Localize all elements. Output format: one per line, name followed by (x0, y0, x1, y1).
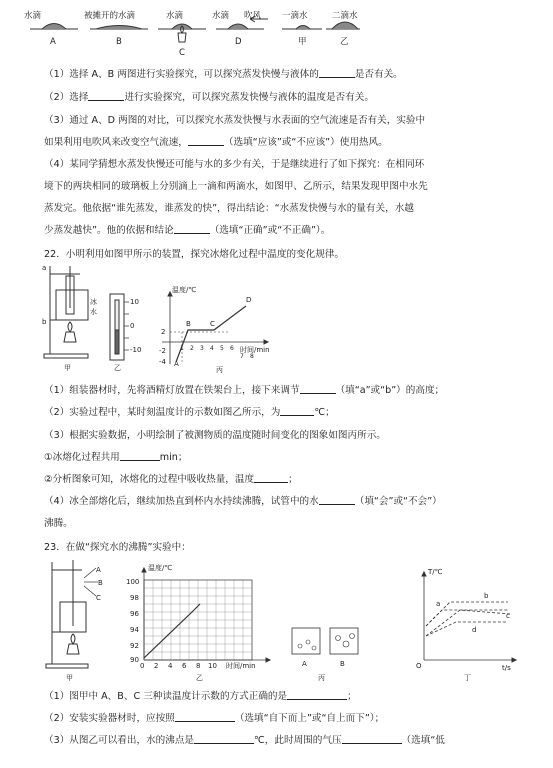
letter-d: D (235, 37, 242, 47)
therm-10: 10 (130, 298, 139, 306)
label-two-drops: 二滴水 (332, 11, 358, 21)
xtick-6: 6 (182, 662, 187, 670)
beaker-a: A (302, 660, 307, 668)
q22-item-4: （4）冰全部熔化后，继续加热直到杯内水持续沸腾，试管中的水 （填“会”或“不会”） (44, 496, 442, 507)
ytick-90: 90 (130, 656, 139, 664)
q22-item-4-cont: 沸腾。 (44, 518, 73, 529)
q23-item-1: （1）图甲中 A、B、C 三种读温度计示数的方式正确的是 ； (44, 691, 357, 702)
label-water-drop-d: 水滴 (212, 11, 230, 21)
q23-item-2: （2）安装实验器材时，应按照 （选填“自下而上”或“自上而下”）； (44, 713, 385, 724)
xtick-1: 1 (180, 345, 184, 352)
xtick-5: 5 (220, 345, 224, 352)
ytick-96: 96 (130, 610, 139, 618)
boiling-figure (40, 556, 520, 684)
therm-minus10: -10 (130, 346, 142, 354)
ylabel-T: T/℃ (428, 568, 443, 576)
label-water-drop-c: 水滴 (166, 11, 184, 21)
xtick-6: 6 (230, 345, 234, 352)
reading-b: B (98, 579, 103, 587)
letter-yi: 乙 (340, 37, 349, 47)
therm-0: 0 (130, 322, 135, 330)
xtick-2: 2 (190, 345, 194, 352)
curve-b: b (484, 592, 489, 600)
q21-item-3: （3）通过 A、D 两图的对比，可以探究水蒸发快慢与水表面的空气流速是否有关，实验中 (44, 115, 426, 126)
curve-c: c (506, 612, 510, 620)
letter-a: A (50, 37, 56, 47)
fig-bing: 丙 (318, 674, 325, 682)
ylabel-temp: 温度/℃ (172, 286, 197, 294)
q21-item-2: （2）选择 进行实验探究，可以探究蒸发快慢与液体的温度是否有关。 (44, 92, 374, 103)
xtick-8: 8 (250, 353, 254, 360)
ytick-94: 94 (130, 626, 139, 634)
origin-o: O (416, 662, 422, 670)
fig-yi: 乙 (114, 364, 121, 372)
label-a: a (42, 264, 47, 272)
q22-item-3-2: ②分析图象可知，冰熔化的过程中吸收热量，温度 ； (44, 474, 298, 485)
point-b: B (186, 320, 191, 328)
xtick-3: 3 (200, 345, 204, 352)
point-d: D (246, 296, 252, 304)
fig-ding: 丁 (464, 674, 471, 682)
label-one-drop: 一滴水 (282, 11, 308, 21)
q22-item-3: （3）根据实验数据，小明绘制了被测物质的温度随时间变化的图象如图丙所示。 (44, 430, 386, 441)
xlabel-time: 时间/min (226, 662, 256, 670)
xlabel-time: 时间/min (240, 346, 270, 354)
ytick-2: 2 (161, 328, 166, 336)
label-b: b (42, 318, 47, 326)
fig-yi: 乙 (196, 674, 203, 682)
point-c: C (210, 320, 215, 328)
letter-c: C (179, 48, 185, 58)
label-blow: 吹风 (244, 11, 262, 21)
point-a: A (174, 360, 179, 368)
ytick-98: 98 (130, 594, 139, 602)
q21-item-4-line2: 境下的两块相同的玻璃板上分别滴上一滴和两滴水，如图甲、乙所示，结果发现甲图中水先 (44, 181, 428, 192)
reading-c: C (96, 594, 101, 602)
ytick-92: 92 (130, 642, 139, 650)
q21-item-4-line3: 蒸发完。他依据“谁先蒸发，谁蒸发的快”，得出结论：“水蒸发快慢与水的量有关，水越 (44, 203, 414, 214)
fig-bing: 丙 (216, 366, 223, 374)
q22-item-3-1: ①冰熔化过程共用 min； (44, 452, 188, 463)
xtick-8: 8 (196, 662, 201, 670)
label-water: 水 (90, 308, 97, 316)
curve-d: d (472, 626, 477, 634)
label-water-drop-a: 水滴 (24, 11, 42, 21)
ytick-minus2: -2 (159, 347, 166, 355)
xtick-4: 4 (168, 662, 173, 670)
curve-a: a (436, 600, 441, 608)
label-spread-drop: 被摊开的水滴 (84, 11, 136, 21)
ice-melting-figure (40, 262, 280, 374)
xlabel-t: t/s (502, 664, 511, 672)
xtick-2: 2 (154, 662, 159, 670)
reading-a: A (96, 566, 101, 574)
evaporation-figure (20, 0, 360, 62)
xtick-7: 7 (240, 353, 244, 360)
q22-item-1: （1）组装器材时，先将酒精灯放置在铁架台上，接下来调节 （填“a”或“b”）的高度； (44, 385, 445, 396)
q23-item-3: （3）从图乙可以看出，水的沸点是 ℃，此时周围的气压 （选填“低 (44, 735, 445, 746)
fig-jia: 甲 (64, 364, 71, 372)
ytick-minus4: -4 (159, 358, 166, 366)
q22-title: 22．小明利用如图甲所示的装置，探究冰熔化过程中温度的变化规律。 (44, 249, 345, 260)
ylabel-temp: 温度/℃ (148, 564, 173, 572)
xtick-0: 0 (140, 662, 145, 670)
q23-title: 23．在做“探究水的沸腾”实验中： (44, 542, 191, 553)
ytick-100: 100 (126, 578, 140, 586)
q21-item-4-line4: 少蒸发越快”。他的依据和结论 （选填“正确”或“不正确”）。 (44, 225, 331, 236)
letter-jia: 甲 (298, 37, 307, 47)
xtick-4: 4 (210, 345, 214, 352)
q21-item-1: （1）选择 A、B 两图进行实验探究，可以探究蒸发快慢与液体的 是否有关。 (44, 69, 403, 80)
letter-b: B (116, 37, 122, 47)
label-ice: 冰 (90, 298, 97, 306)
xtick-10: 10 (208, 662, 217, 670)
beaker-b: B (340, 660, 345, 668)
q21-item-3-cont: 如果利用电吹风来改变空气流速， （选填“应该”或“不应该”）使用热风。 (44, 137, 388, 148)
fig-jia: 甲 (66, 674, 73, 682)
q21-item-4: （4）某同学猜想水蒸发快慢还可能与水的多少有关，于是继续进行了如下探究：在相同环 (44, 159, 425, 170)
q22-item-2: （2）实验过程中，某时刻温度计的示数如图乙所示，为 ℃； (44, 407, 335, 418)
